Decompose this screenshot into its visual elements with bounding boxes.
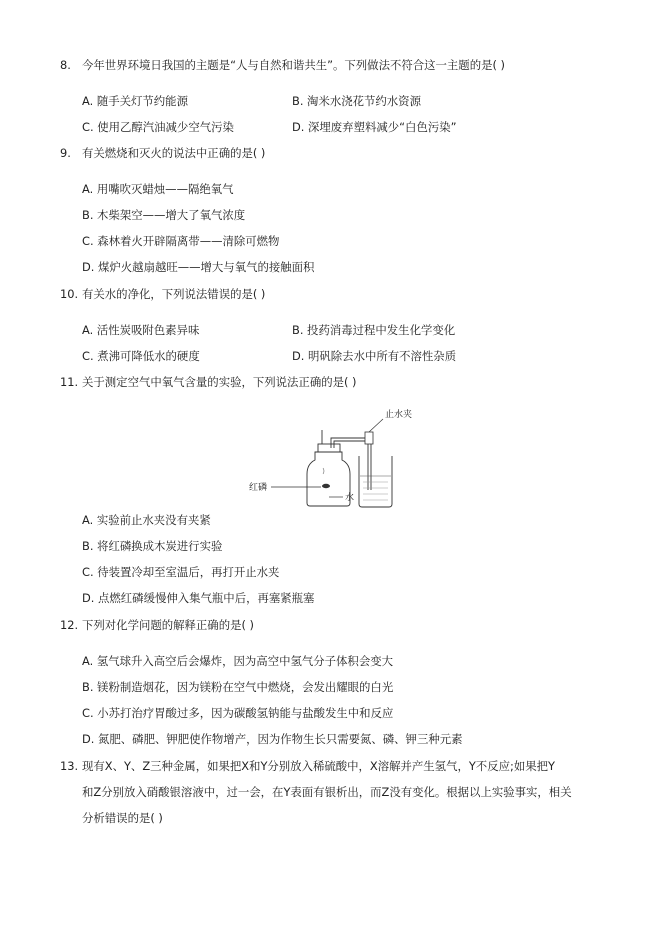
option-d: D. 氮肥、磷肥、钾肥使作物增产，因为作物生长只需要氮、磷、钾三种元素 bbox=[82, 732, 463, 746]
question-text-line-1: 现有X、Y、Z三种金属，如果把X和Y分别放入稀硫酸中，X溶解并产生氢气，Y不反应;如果把Y bbox=[82, 759, 555, 773]
option-b: B. 淘米水浇花节约水资源 bbox=[292, 94, 421, 108]
option-d: D. 煤炉火越扇越旺——增大与氧气的接触面积 bbox=[82, 260, 315, 274]
option-a: A. 随手关灯节约能源 bbox=[82, 94, 188, 108]
beaker-icon bbox=[359, 456, 392, 507]
option-d: D. 明矾除去水中所有不溶性杂质 bbox=[292, 349, 457, 363]
question-text: 有关燃烧和灭火的说法中正确的是( ) bbox=[82, 146, 266, 160]
option-a: A. 活性炭吸附色素异味 bbox=[82, 323, 200, 337]
gas-bottle-icon bbox=[307, 452, 350, 506]
option-b: B. 投药消毒过程中发生化学变化 bbox=[292, 323, 456, 337]
water-label: 水 bbox=[345, 493, 355, 503]
question-text-line-2: 和Z分别放入硝酸银溶液中，过一会，在Y表面有银析出，而Z没有变化。根据以上实验事实，相关 bbox=[82, 785, 572, 799]
option-a: A. 实验前止水夹没有夹紧 bbox=[82, 513, 211, 527]
question-11 bbox=[60, 374, 357, 390]
option-d: D. 深埋废弃塑料减少“白色污染” bbox=[292, 120, 457, 134]
option-c: C. 待装置冷却至室温后，再打开止水夹 bbox=[82, 565, 280, 579]
option-b: B. 将红磷换成木炭进行实验 bbox=[82, 539, 223, 553]
clamp-label: 止水夹 bbox=[385, 410, 413, 420]
question-text: 今年世界环境日我国的主题是“人与自然和谐共生”。下列做法不符合这一主题的是( ) bbox=[82, 58, 505, 72]
question-number: 11. bbox=[60, 375, 79, 389]
question-9 bbox=[60, 145, 265, 161]
question-number: 13. bbox=[60, 759, 79, 773]
question-10 bbox=[60, 286, 265, 302]
experiment-apparatus-figure bbox=[245, 402, 420, 510]
option-a: A. 氢气球升入高空后会爆炸，因为高空中氢气分子体积会变大 bbox=[82, 654, 393, 668]
option-c: C. 煮沸可降低水的硬度 bbox=[82, 349, 200, 363]
question-text: 下列对化学问题的解释正确的是( ) bbox=[82, 618, 254, 632]
question-13 bbox=[60, 758, 555, 774]
option-d: D. 点燃红磷缓慢伸入集气瓶中后，再塞紧瓶塞 bbox=[82, 591, 315, 605]
question-text: 关于测定空气中氧气含量的实验，下列说法正确的是( ) bbox=[82, 375, 357, 389]
question-number: 9. bbox=[60, 146, 71, 160]
option-c: C. 森林着火开辟隔离带——清除可燃物 bbox=[82, 234, 280, 248]
question-text: 有关水的净化，下列说法错误的是( ) bbox=[82, 287, 266, 301]
option-c: C. 使用乙醇汽油减少空气污染 bbox=[82, 120, 234, 134]
question-8 bbox=[60, 57, 505, 73]
question-number: 12. bbox=[60, 618, 79, 632]
question-number: 8. bbox=[60, 58, 71, 72]
option-c: C. 小苏打治疗胃酸过多，因为碳酸氢钠能与盐酸发生中和反应 bbox=[82, 706, 394, 720]
option-a: A. 用嘴吹灭蜡烛——隔绝氧气 bbox=[82, 182, 234, 196]
question-12 bbox=[60, 617, 254, 633]
clamp-icon bbox=[365, 432, 373, 444]
question-number: 10. bbox=[60, 287, 79, 301]
option-b: B. 镁粉制造烟花，因为镁粉在空气中燃烧，会发出耀眼的白光 bbox=[82, 680, 394, 694]
phosphorus-label: 红磷 bbox=[249, 483, 268, 493]
option-b: B. 木柴架空——增大了氧气浓度 bbox=[82, 208, 246, 222]
question-text-line-3: 分析错误的是( ) bbox=[82, 811, 163, 825]
